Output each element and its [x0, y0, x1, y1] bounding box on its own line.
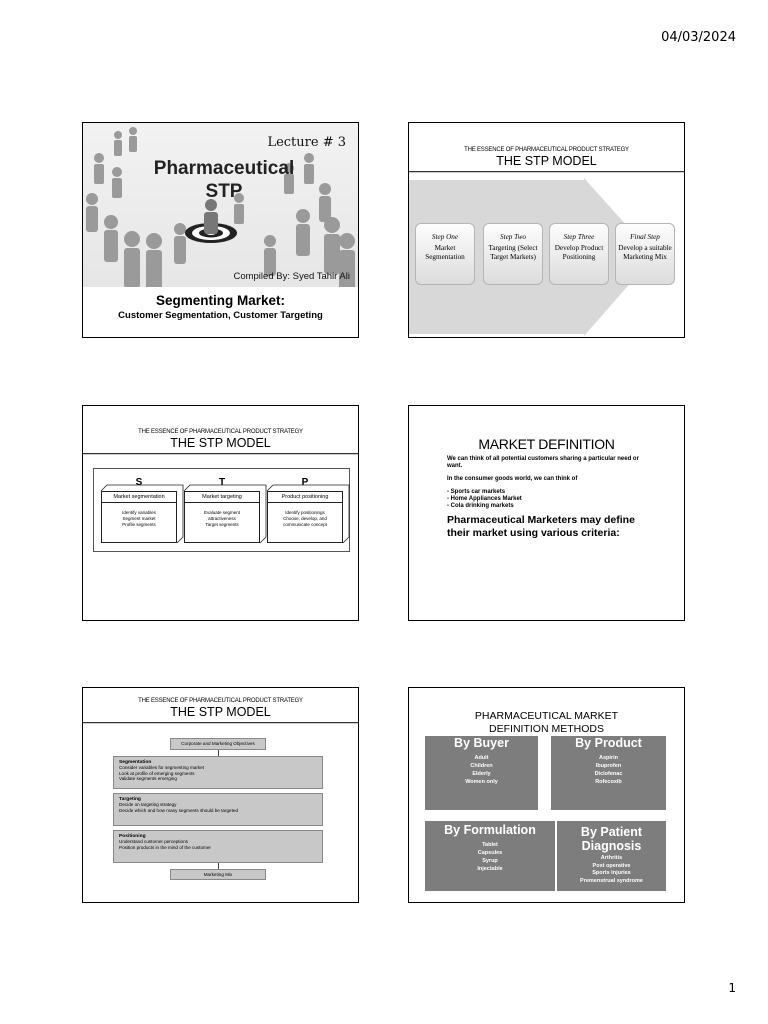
- stp-box-body: [268, 503, 342, 528]
- step-card: [549, 223, 609, 285]
- step-label: Step Three: [563, 233, 595, 241]
- stage-item: Decide on targeting strategy: [119, 802, 177, 808]
- slide-footer: [83, 293, 358, 321]
- quadrant-by-product: [551, 736, 666, 810]
- stp-letter: P: [301, 477, 309, 488]
- quadrant-item: Sports Injuries: [592, 870, 631, 876]
- quadrant-title: By Buyer: [454, 736, 509, 750]
- step-text: Develop a suitable Marketing Mix: [618, 244, 672, 261]
- stage-name: Segmentation: [119, 759, 152, 765]
- stage-item: Understand customer perceptions: [119, 839, 188, 845]
- quadrant-item: Arthritis: [600, 855, 623, 861]
- slide-1-title: [82, 122, 359, 338]
- quadrant-item: Children: [470, 763, 493, 769]
- target-icon: [185, 199, 237, 243]
- quadrant-title: By Formulation: [444, 823, 536, 837]
- slide-5-stp-flow: [82, 687, 359, 903]
- stage-name: Targeting: [119, 796, 141, 802]
- quadrant-by-formulation: [425, 821, 555, 891]
- example-item: - Home Appliances Market: [447, 496, 522, 502]
- stage-item: Decide which and how many segments should be targeted: [119, 807, 238, 813]
- stage-name: Positioning: [119, 833, 146, 839]
- crowd-target-illustration: [83, 123, 358, 287]
- stage-box: [113, 793, 323, 826]
- slide-2-stp-steps: [408, 122, 685, 338]
- stp-box-body: [185, 503, 259, 528]
- slide-kicker: THE ESSENCE OF PHARMACEUTICAL PRODUCT STRATEGY: [138, 698, 303, 704]
- quadrant-by-patient-diagnosis: [557, 821, 666, 891]
- title-line-2: STP: [205, 181, 243, 202]
- example-item: - Cola drinking markets: [447, 503, 514, 509]
- divider: [409, 171, 684, 173]
- quadrant-item: Diclofenac: [594, 771, 623, 777]
- quadrant-item: Adult: [474, 755, 489, 761]
- quadrant-item: Rofecoxib: [595, 779, 622, 785]
- quadrant-item: Elderly: [472, 771, 491, 777]
- title-line-1: PHARMACEUTICAL MARKET: [474, 710, 619, 722]
- step-text: Develop Product Positioning: [554, 244, 604, 261]
- slide-title: [409, 710, 684, 736]
- consumer-text: In the consumer goods world, we can think of: [447, 476, 578, 482]
- quadrant-title: By Product: [575, 736, 642, 750]
- slide-kicker: THE ESSENCE OF PHARMACEUTICAL PRODUCT STRATEGY: [464, 147, 629, 153]
- quadrant-item: Aspirin: [599, 755, 618, 761]
- slide-kicker: THE ESSENCE OF PHARMACEUTICAL PRODUCT STRATEGY: [138, 429, 303, 435]
- stp-box-line: communicate concept: [283, 522, 327, 527]
- quadrant-list: [425, 754, 538, 786]
- divider: [83, 722, 358, 724]
- page-number: 1: [728, 981, 736, 995]
- lecture-number: Lecture # 3: [267, 135, 346, 150]
- title-line-2: DEFINITION METHODS: [489, 723, 604, 735]
- slide-title: THE STP MODEL: [496, 154, 597, 168]
- title-line-1: Pharmaceutical: [153, 158, 295, 179]
- objectives-box: Corporate and Marketing Objectives: [170, 738, 266, 750]
- step-card: [483, 223, 543, 285]
- stp-box: [101, 491, 177, 543]
- slide-6-definition-methods: [408, 687, 685, 903]
- stp-box-line: Identify variables: [122, 510, 156, 515]
- slide-title: THE STP MODEL: [170, 436, 271, 450]
- stp-box-heading: Market segmentation: [102, 492, 176, 503]
- slide-title: THE STP MODEL: [170, 705, 271, 719]
- compiled-by: Compiled By: Syed Tahir Ali: [233, 271, 350, 282]
- stp-box: [184, 491, 260, 543]
- stp-letter: T: [218, 477, 226, 488]
- quadrant-item: Tablet: [482, 842, 498, 848]
- examples-list: [447, 489, 648, 510]
- stp-box-heading: Product positioning: [268, 492, 342, 503]
- quadrant-title: By Patient Diagnosis: [580, 825, 643, 853]
- intro-text: We can think of all potential customers sharing a particular need or want.: [447, 456, 639, 469]
- stage-item: Position products in the mind of the customer: [119, 844, 211, 850]
- step-label: Step Two: [499, 233, 527, 241]
- stp-box-body: [102, 503, 176, 528]
- stp-box-line: Identify positionings: [285, 510, 325, 515]
- stp-diagram: [93, 468, 350, 552]
- example-item: - Sports car markets: [447, 489, 506, 495]
- footer-title: Segmenting Market:: [155, 293, 286, 308]
- quadrant-item: Post operative: [592, 862, 631, 869]
- quadrant-list: [557, 855, 666, 885]
- quadrant-by-buyer: [425, 736, 538, 810]
- stp-box-line: Evaluate segment: [203, 510, 241, 515]
- stp-letter: S: [135, 477, 143, 488]
- quadrant-item: Ibuprofen: [595, 763, 622, 769]
- stage-box: [113, 830, 323, 863]
- stage-item: Consider variables for segmenting market: [119, 765, 205, 771]
- quadrant-item: Capsules: [477, 850, 503, 856]
- quadrant-item: Women only: [465, 779, 498, 785]
- step-text: Market Segmentation: [425, 244, 465, 261]
- footer-subtitle: Customer Segmentation, Customer Targeting: [118, 310, 323, 321]
- step-text: Targeting (Select Target Markets): [488, 244, 538, 261]
- quadrant-item: Syrup: [482, 858, 498, 864]
- stp-box: [267, 491, 343, 543]
- slide-title: MARKET DEFINITION: [478, 436, 615, 452]
- slide-3-stp-model: [82, 405, 359, 621]
- quadrant-item: Premenstrual syndrome: [580, 877, 643, 884]
- stage-box: [113, 756, 323, 789]
- step-card: [615, 223, 675, 285]
- page-date: 04/03/2024: [661, 30, 736, 45]
- divider: [83, 453, 358, 455]
- quadrant-list: [425, 841, 555, 873]
- step-label: Final Step: [630, 233, 660, 241]
- slide-4-market-definition: [408, 405, 685, 621]
- stage-item: Look at profile of emerging segments: [119, 770, 195, 776]
- marketing-mix-box: Marketing Mix: [170, 869, 266, 881]
- stp-box-line: Profile segments: [122, 522, 156, 527]
- highlight-text: Pharmaceutical Marketers may define their market using various criteria:: [447, 514, 635, 539]
- stp-box-line: Target segments: [205, 522, 239, 527]
- quadrant-list: [551, 754, 666, 786]
- step-card: [415, 223, 475, 285]
- stp-flowchart: [113, 738, 323, 880]
- stp-box-heading: Market targeting: [185, 492, 259, 503]
- slide-title: [149, 157, 299, 203]
- step-label: Step One: [431, 233, 459, 241]
- stp-box-line: Segment market: [122, 516, 156, 521]
- quadrant-item: Injectable: [477, 866, 503, 872]
- stp-box-line: Choose, develop, and: [283, 516, 327, 521]
- stage-item: Validate segments emerging: [119, 776, 177, 782]
- stp-box-line: attractiveness: [208, 516, 236, 521]
- slide-body: [409, 452, 684, 540]
